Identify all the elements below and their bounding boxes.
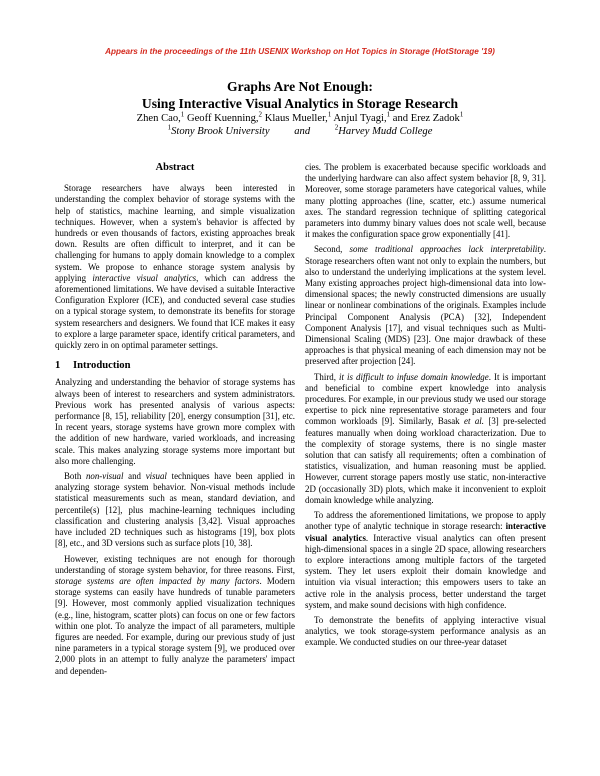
section-heading-introduction: 1 Introduction [55,360,131,372]
author: Zhen Cao,$^1$ [136,110,185,124]
left-column [55,162,295,677]
body-paragraph: To demonstrate the benefits of applying interactive visual analytics, we took storage-system performance analysis as an example. We conducted studies on our three-year dataset [305,614,546,648]
body-paragraph: Third, it is difficult to infuse domain knowledge. It is important and beneficial to combine expert knowledge into analysis procedures. For example, in our previous study we used our storage expertise to pick nine representative storage parameters and four common workloads [9]. Similarly, Basak et al. [3] pre-selected features manually when doing workload characterization. Due to the complexity of storage systems, there is no single master solution that can satisfy all requirements; often a combination of statistics, visualization, and human reasoning must be applied. However, current storage papers mostly use static, non-interactive 2D (occasionally 3D) plots, which make it inconvenient to exploit domain knowledge while analyzing. [305,371,547,505]
affiliations: $^1$Stony Brook University and $^2$Harvey Mudd College [167,123,433,137]
author: and Erez Zadok$^1$ [392,110,464,124]
right-column [305,162,546,649]
author: Geoff Kuenning,$^2$ [186,110,263,124]
body-paragraph: Second, some traditional approaches lack interpretability. Storage researchers often want not only to explain the numbers, but also to understand the underlying implications at the system level. Many existing approaches project high-dimensional data into low-dimensional spaces; the newly constructed dimensions are usually linear or nonlinear combinations of the originals. Examples include Principal Component Analysis (PCA) [32], Independent Component Analysis [17], and visual techniques such as Multi-Dimensional Scaling (MDS) [23]. One major drawback of these approaches is that physical meaning of each dimension may not be preserved after projection [24]. [305,244,546,367]
paper-title [0,78,600,112]
proceedings-banner: Appears in the proceedings of the 11th USENIX Workshop on Hot Topics in Storage (HotStorage '19) [105,47,495,56]
abstract-paragraph: Storage researchers have always been interested in understanding the complex behavior of storage systems with the help of statistics, machine learning, and simple visualization techniques. However, when a system's behavior is affected by hundreds or even thousands of factors, existing approaches break down. Results are often difficult to interpret, and it can be challenging for humans to apply domain knowledge to a complex system. We propose to enhance storage system analysis by applying interactive visual analytics, which can address the aforementioned limitations. We have devised a suitable Interactive Configuration Explorer (ICE), and conducted several case studies on a typical storage system, to demonstrate its benefits for storage system researchers and designers. We found that ICE makes it easy to explore a large parameter space, identify critical parameters, and quickly zero in on optimal parameter settings. [55,183,295,351]
affiliation-joiner: and [294,126,311,137]
title-line-2: Using Interactive Visual Analytics in Storage Research [141,96,459,111]
affiliation: Harvey Mudd College [338,126,433,137]
author-list [0,112,600,125]
title-line-1: Graphs Are Not Enough: [227,79,373,94]
body-paragraph: However, existing techniques are not enough for thorough understanding of storage system behavior, for three reasons. First, storage systems are often impacted by many factors. Modern storage systems can easily have hundreds of tunable parameters [9]. However, most commonly applied visualization techniques (e.g., line, histogram, scatter plots) can focus on one or few factors within one plot. To analyze the impact of all parameters, multiple figures are needed. For example, during our previous study of just nine parameters in a typical storage system [9], we produced over 2,000 plots in an attempt to fully analyze the parameters' impact and dependen- [55,553,295,676]
body-paragraph: Analyzing and understanding the behavior of storage systems has always been of interest to researchers and system administrators. Previous work has presented analysis of various aspects: performance [8, 15], reliability [20], energy consumption [31], etc. In recent years, storage systems have grown more complex with the addition of new hardware, varied workloads, and increasing scale. This makes analyzing storage systems more important but also more challenging. [55,377,295,466]
body-paragraph: To address the aforementioned limitations, we propose to apply another type of analytic technique in storage research: interactive visual analytics. Interactive visual analytics can often present high-dimensional spaces in a single 2D space, allowing researchers to explore interactions among multiple factors of the targeted system. They let users exploit their domain knowledge and intuition via visual interaction; this empowers users to take an active role in the analysis process, better understand the target system, and make sound decisions with high confidence. [305,510,546,610]
abstract-heading: Abstract [155,162,195,173]
author: Anjul Tyagi,$^1$ [333,110,391,124]
author: Klaus Mueller,$^1$ [264,110,332,124]
body-paragraph: cies. The problem is exacerbated because specific workloads and the underlying hardware can also affect system behavior [8, 9, 31]. Moreover, some storage parameters have categorical values, while many plotting approaches (line, scatter, etc.) assume numerical axes. The standard regression technique of splitting categorical parameters into dummy binary values does not scale well, because it makes the configuration space grow exponentially [41]. [305,162,546,240]
body-paragraph: Both non-visual and visual techniques have been applied in analyzing storage system behavior. Non-visual methods include statistical measurements such as mean, standard deviation, and percentile(s) [12], plus machine-learning techniques including classification and clustering analysis [3,42]. Visual approaches have included 2D techniques such as histograms [19], box plots [8], etc., and 3D versions such as surface plots [10, 38]. [55,471,295,549]
affiliation: Stony Brook University [171,126,270,137]
